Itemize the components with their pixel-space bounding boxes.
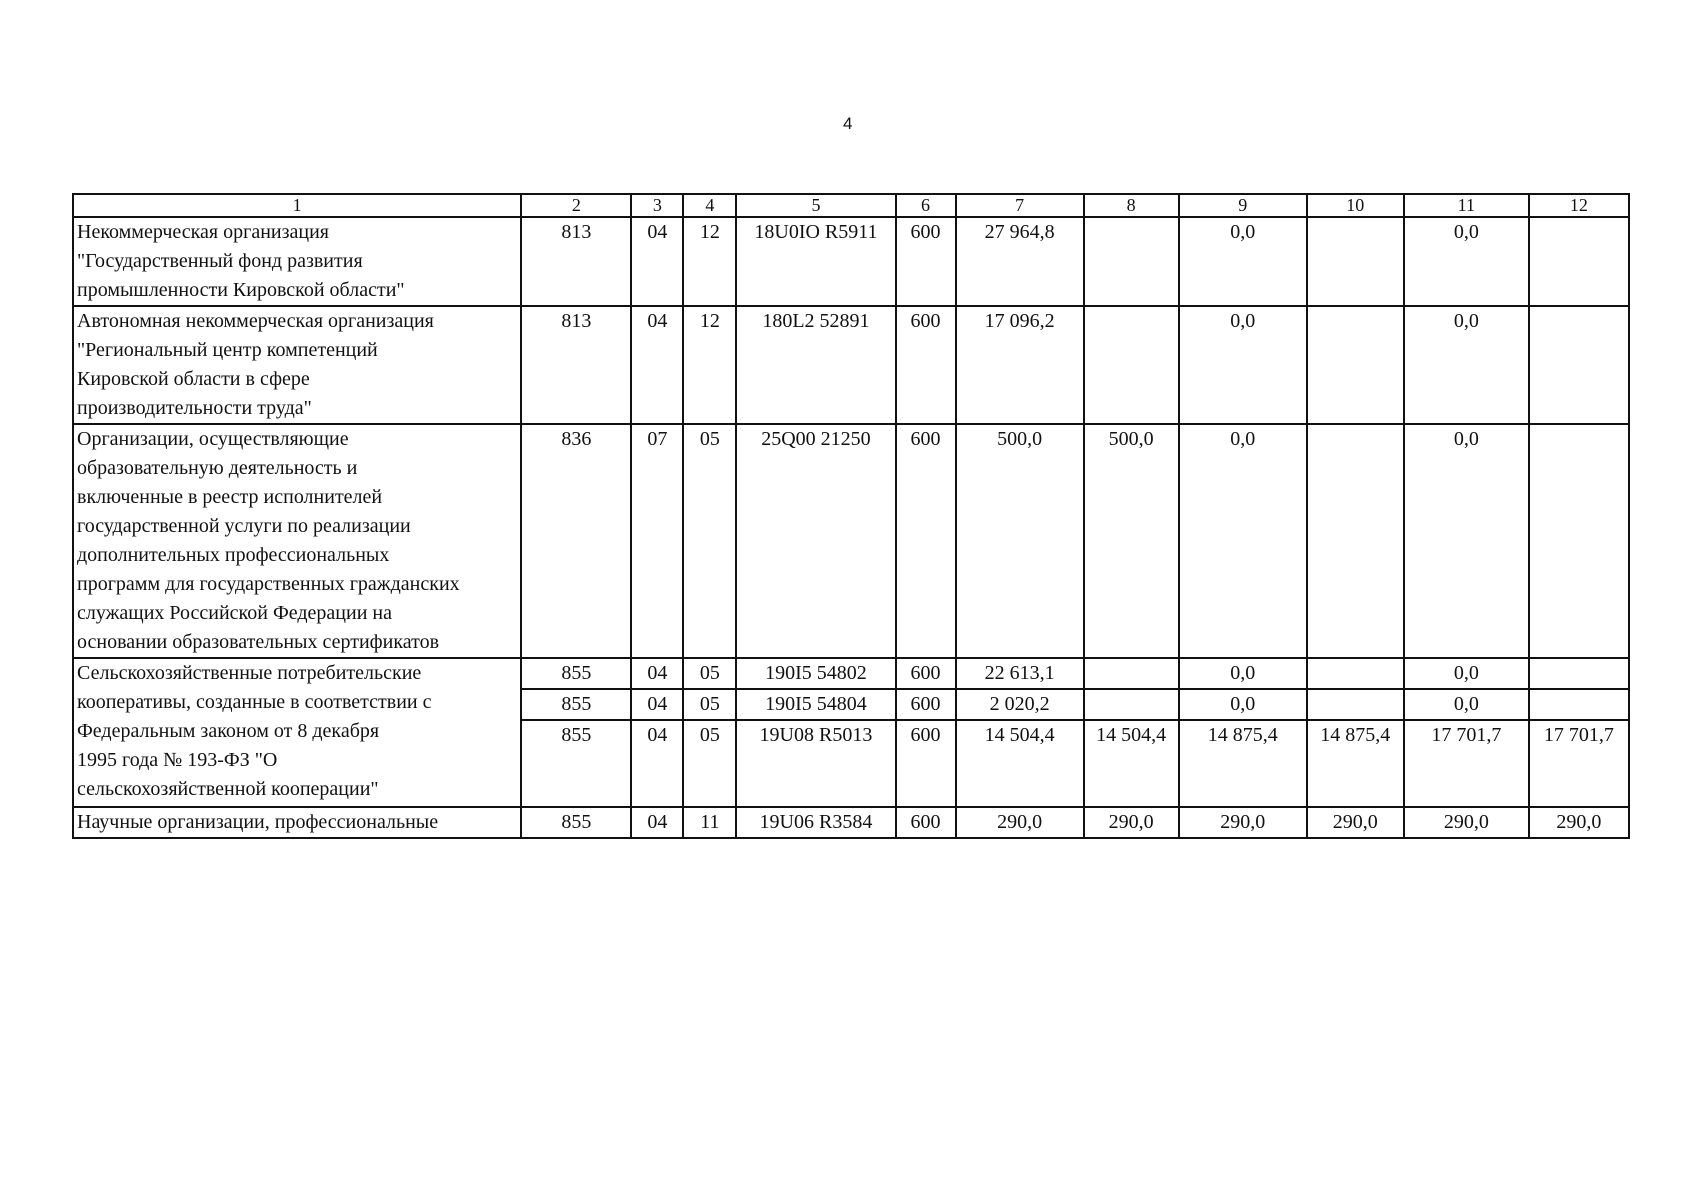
cell-col-8 (1084, 217, 1179, 306)
cell-col-7: 2 020,2 (956, 689, 1084, 720)
cell-col-11: 0,0 (1404, 424, 1529, 658)
header-cell-9: 9 (1179, 194, 1307, 217)
cell-col-7: 22 613,1 (956, 658, 1084, 689)
table-row (73, 424, 1629, 658)
cell-col-6: 600 (896, 658, 956, 689)
header-cell-12: 12 (1529, 194, 1629, 217)
header-cell-11: 11 (1404, 194, 1529, 217)
cell-col-7: 290,0 (956, 807, 1084, 838)
name-line: кооперативы, созданные в соответствии с (77, 691, 432, 713)
name-line: программ для государственных гражданских (77, 573, 460, 595)
cell-col-5: 19U06 R3584 (736, 807, 895, 838)
header-cell-6: 6 (896, 194, 956, 217)
cell-col-6: 600 (896, 306, 956, 424)
cell-col-10 (1307, 217, 1404, 306)
name-line: дополнительных профессиональных (77, 544, 390, 566)
cell-col-4: 12 (683, 306, 736, 424)
cell-col-4: 05 (683, 689, 736, 720)
name-line: промышленности Кировской области" (77, 279, 405, 301)
cell-col-9: 0,0 (1179, 217, 1307, 306)
cell-col-3: 04 (631, 658, 683, 689)
name-line: Федеральным законом от 8 декабря (77, 720, 380, 742)
cell-col-5: 18U0IO R5911 (736, 217, 895, 306)
name-line: "Региональный центр компетенций (77, 339, 378, 361)
budget-table (72, 193, 1630, 839)
cell-col-9: 0,0 (1179, 306, 1307, 424)
cell-col-11: 17 701,7 (1404, 720, 1529, 807)
header-cell-1: 1 (73, 194, 521, 217)
cell-col-11: 290,0 (1404, 807, 1529, 838)
cell-col-3: 04 (631, 720, 683, 807)
organization-name-cell (73, 658, 521, 807)
organization-name-cell (73, 807, 521, 838)
cell-col-8: 290,0 (1084, 807, 1179, 838)
cell-col-5: 190I5 54802 (736, 658, 895, 689)
cell-col-4: 05 (683, 424, 736, 658)
cell-col-12 (1529, 689, 1629, 720)
cell-col-10 (1307, 306, 1404, 424)
cell-col-12 (1529, 306, 1629, 424)
name-line: "Государственный фонд развития (77, 250, 363, 272)
cell-col-2: 855 (521, 689, 631, 720)
table-row (73, 807, 1629, 838)
cell-col-9: 0,0 (1179, 689, 1307, 720)
cell-col-8: 14 504,4 (1084, 720, 1179, 807)
cell-col-3: 04 (631, 217, 683, 306)
cell-col-12 (1529, 217, 1629, 306)
page-number: 4 (843, 114, 853, 133)
header-cell-10: 10 (1307, 194, 1404, 217)
cell-col-12: 17 701,7 (1529, 720, 1629, 807)
cell-col-3: 04 (631, 306, 683, 424)
cell-col-7: 14 504,4 (956, 720, 1084, 807)
cell-col-10 (1307, 424, 1404, 658)
cell-col-10 (1307, 658, 1404, 689)
cell-col-11: 0,0 (1404, 217, 1529, 306)
name-line: служащих Российской Федерации на (77, 602, 392, 624)
header-cell-3: 3 (631, 194, 683, 217)
name-line: сельскохозяйственной кооперации" (77, 778, 379, 800)
name-line: образовательную деятельность и (77, 457, 358, 479)
header-row (73, 194, 1629, 217)
cell-col-12: 290,0 (1529, 807, 1629, 838)
name-line: Кировской области в сфере (77, 368, 310, 390)
cell-col-5: 25Q00 21250 (736, 424, 895, 658)
table-row (73, 217, 1629, 306)
name-line: включенные в реестр исполнителей (77, 486, 383, 508)
table-row (73, 658, 1629, 689)
header-cell-4: 4 (683, 194, 736, 217)
organization-name-cell (73, 217, 521, 306)
organization-name-cell (73, 424, 521, 658)
cell-col-8: 500,0 (1084, 424, 1179, 658)
cell-col-5: 180L2 52891 (736, 306, 895, 424)
cell-col-2: 813 (521, 306, 631, 424)
name-line: основании образовательных сертификатов (77, 631, 440, 653)
cell-col-2: 855 (521, 658, 631, 689)
cell-col-6: 600 (896, 720, 956, 807)
cell-col-11: 0,0 (1404, 689, 1529, 720)
cell-col-11: 0,0 (1404, 306, 1529, 424)
cell-col-10: 14 875,4 (1307, 720, 1404, 807)
cell-col-6: 600 (896, 689, 956, 720)
cell-col-9: 0,0 (1179, 658, 1307, 689)
cell-col-3: 04 (631, 689, 683, 720)
header-cell-5: 5 (736, 194, 895, 217)
cell-col-8 (1084, 306, 1179, 424)
header-cell-7: 7 (956, 194, 1084, 217)
cell-col-10: 290,0 (1307, 807, 1404, 838)
table-row (73, 306, 1629, 424)
cell-col-9: 0,0 (1179, 424, 1307, 658)
cell-col-3: 07 (631, 424, 683, 658)
name-line: 1995 года № 193-ФЗ "О (77, 749, 278, 771)
cell-col-4: 12 (683, 217, 736, 306)
cell-col-5: 19U08 R5013 (736, 720, 895, 807)
cell-col-4: 05 (683, 720, 736, 807)
name-line: производительности труда" (77, 397, 312, 419)
cell-col-8 (1084, 689, 1179, 720)
header-cell-2: 2 (521, 194, 631, 217)
cell-col-6: 600 (896, 217, 956, 306)
cell-col-7: 500,0 (956, 424, 1084, 658)
cell-col-2: 813 (521, 217, 631, 306)
cell-col-9: 14 875,4 (1179, 720, 1307, 807)
cell-col-4: 11 (683, 807, 736, 838)
cell-col-2: 836 (521, 424, 631, 658)
name-line: Организации, осуществляющие (77, 428, 349, 450)
cell-col-8 (1084, 658, 1179, 689)
cell-col-7: 27 964,8 (956, 217, 1084, 306)
cell-col-5: 190I5 54804 (736, 689, 895, 720)
name-line: Автономная некоммерческая организация (77, 310, 434, 332)
name-line: Научные организации, профессиональные (77, 811, 439, 833)
cell-col-2: 855 (521, 807, 631, 838)
cell-col-12 (1529, 424, 1629, 658)
name-line: Сельскохозяйственные потребительские (77, 662, 422, 684)
cell-col-6: 600 (896, 807, 956, 838)
header-cell-8: 8 (1084, 194, 1179, 217)
cell-col-6: 600 (896, 424, 956, 658)
organization-name-cell (73, 306, 521, 424)
name-line: Некоммерческая организация (77, 221, 330, 243)
cell-col-4: 05 (683, 658, 736, 689)
cell-col-11: 0,0 (1404, 658, 1529, 689)
cell-col-12 (1529, 658, 1629, 689)
cell-col-7: 17 096,2 (956, 306, 1084, 424)
name-line: государственной услуги по реализации (77, 515, 411, 537)
cell-col-2: 855 (521, 720, 631, 807)
cell-col-3: 04 (631, 807, 683, 838)
cell-col-9: 290,0 (1179, 807, 1307, 838)
cell-col-10 (1307, 689, 1404, 720)
